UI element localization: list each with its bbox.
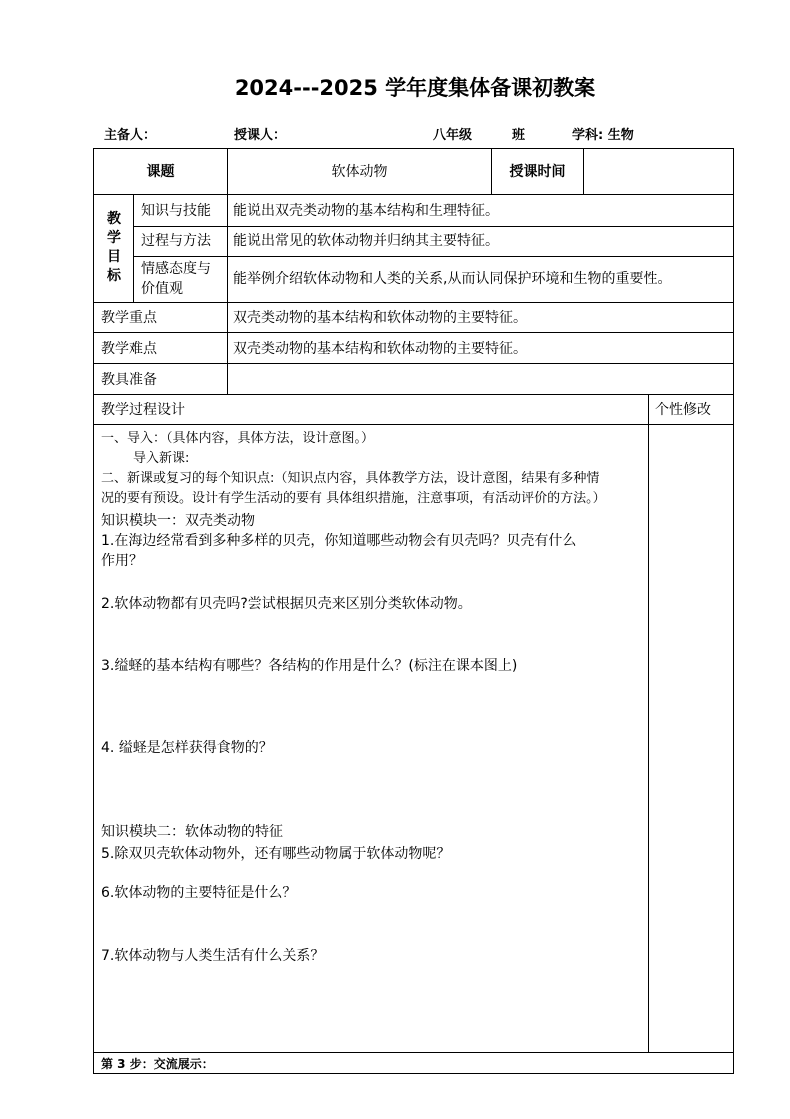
personal-edit-label: 个性修改	[655, 402, 711, 418]
question-6: 6.软体动物的主要特征是什么？	[101, 885, 297, 901]
row-divider	[93, 424, 734, 425]
objective-attitude-label: 情感态度与	[141, 261, 211, 277]
page-title: 2024---2025 学年度集体备课初教案	[234, 76, 596, 100]
objectives-label	[95, 196, 133, 300]
question-1-cont: 作用？	[101, 553, 143, 569]
topic-label: 课题	[146, 164, 175, 180]
row-divider	[133, 256, 734, 257]
objectives-label-char: 教	[107, 211, 121, 227]
col-divider	[583, 148, 584, 195]
row-divider	[133, 226, 734, 227]
objectives-label-char: 目	[107, 249, 121, 265]
row-divider	[93, 394, 734, 395]
key-points-label: 教学重点	[101, 310, 157, 326]
difficult-points-label: 教学难点	[101, 341, 157, 357]
row-divider	[93, 1052, 734, 1053]
topic-value: 软体动物	[331, 164, 388, 180]
objectives-label-char: 标	[107, 268, 121, 284]
question-2: 2.软体动物都有贝壳吗?尝试根据贝壳来区别分类软体动物。	[101, 596, 472, 612]
module-one-heading: 知识模块一：双壳类动物	[101, 513, 255, 529]
objective-process-text: 能说出常见的软体动物并归纳其主要特征。	[233, 233, 499, 249]
question-7: 7.软体动物与人类生活有什么关系？	[101, 948, 325, 964]
objective-knowledge-label: 知识与技能	[141, 203, 211, 219]
objectives-label-char: 学	[107, 230, 121, 246]
question-5: 5.除双贝壳软体动物外，还有哪些动物属于软体动物呢？	[101, 846, 451, 862]
row-divider	[93, 363, 734, 364]
module-two-heading: 知识模块二：软体动物的特征	[101, 824, 283, 840]
step-3-heading: 第 3 步：交流展示：	[101, 1057, 214, 1071]
subject-label: 学科: 生物	[572, 128, 634, 143]
new-lesson-line: 况的要有预设。设计有学生活动的要有 具体组织措施，注意事项，有活动评价的方法。）	[101, 491, 606, 506]
row-divider	[93, 332, 734, 333]
objective-attitude-text: 能举例介绍软体动物和人类的关系,从而认同保护环境和生物的重要性。	[233, 271, 672, 287]
question-3: 3.缢蛏的基本结构有哪些？各结构的作用是什么？(标注在课本图上)	[101, 658, 518, 674]
teacher-label: 授课人：	[234, 128, 287, 143]
objective-knowledge-text: 能说出双壳类动物的基本结构和生理特征。	[233, 203, 499, 219]
intro-sub: 导入新课:	[133, 451, 190, 466]
time-label: 授课时间	[509, 164, 566, 180]
new-lesson-line: 二、新课或复习的每个知识点:（知识点内容，具体教学方法，设计意图，结果有多种情	[101, 471, 600, 486]
row-divider	[93, 302, 734, 303]
key-points-text: 双壳类动物的基本结构和软体动物的主要特征。	[233, 310, 527, 326]
row-divider	[93, 194, 734, 195]
grade-label: 八年级	[433, 128, 473, 143]
question-4: 4. 缢蛏是怎样获得食物的？	[101, 740, 273, 756]
col-divider	[133, 194, 134, 303]
preparer-label: 主备人：	[104, 128, 157, 143]
difficult-points-text: 双壳类动物的基本结构和软体动物的主要特征。	[233, 341, 527, 357]
class-label: 班	[512, 128, 526, 143]
intro-text: 一、导入：（具体内容，具体方法，设计意图。）	[101, 431, 375, 446]
objective-process-label: 过程与方法	[141, 233, 211, 249]
question-1: 1.在海边经常看到多种多样的贝壳，你知道哪些动物会有贝壳吗？贝壳有什么	[101, 533, 577, 549]
tools-label: 教具准备	[101, 372, 157, 388]
objective-attitude-label: 价值观	[141, 281, 183, 297]
process-design-label: 教学过程设计	[101, 402, 185, 418]
col-divider	[227, 194, 228, 395]
col-divider	[648, 394, 649, 1053]
